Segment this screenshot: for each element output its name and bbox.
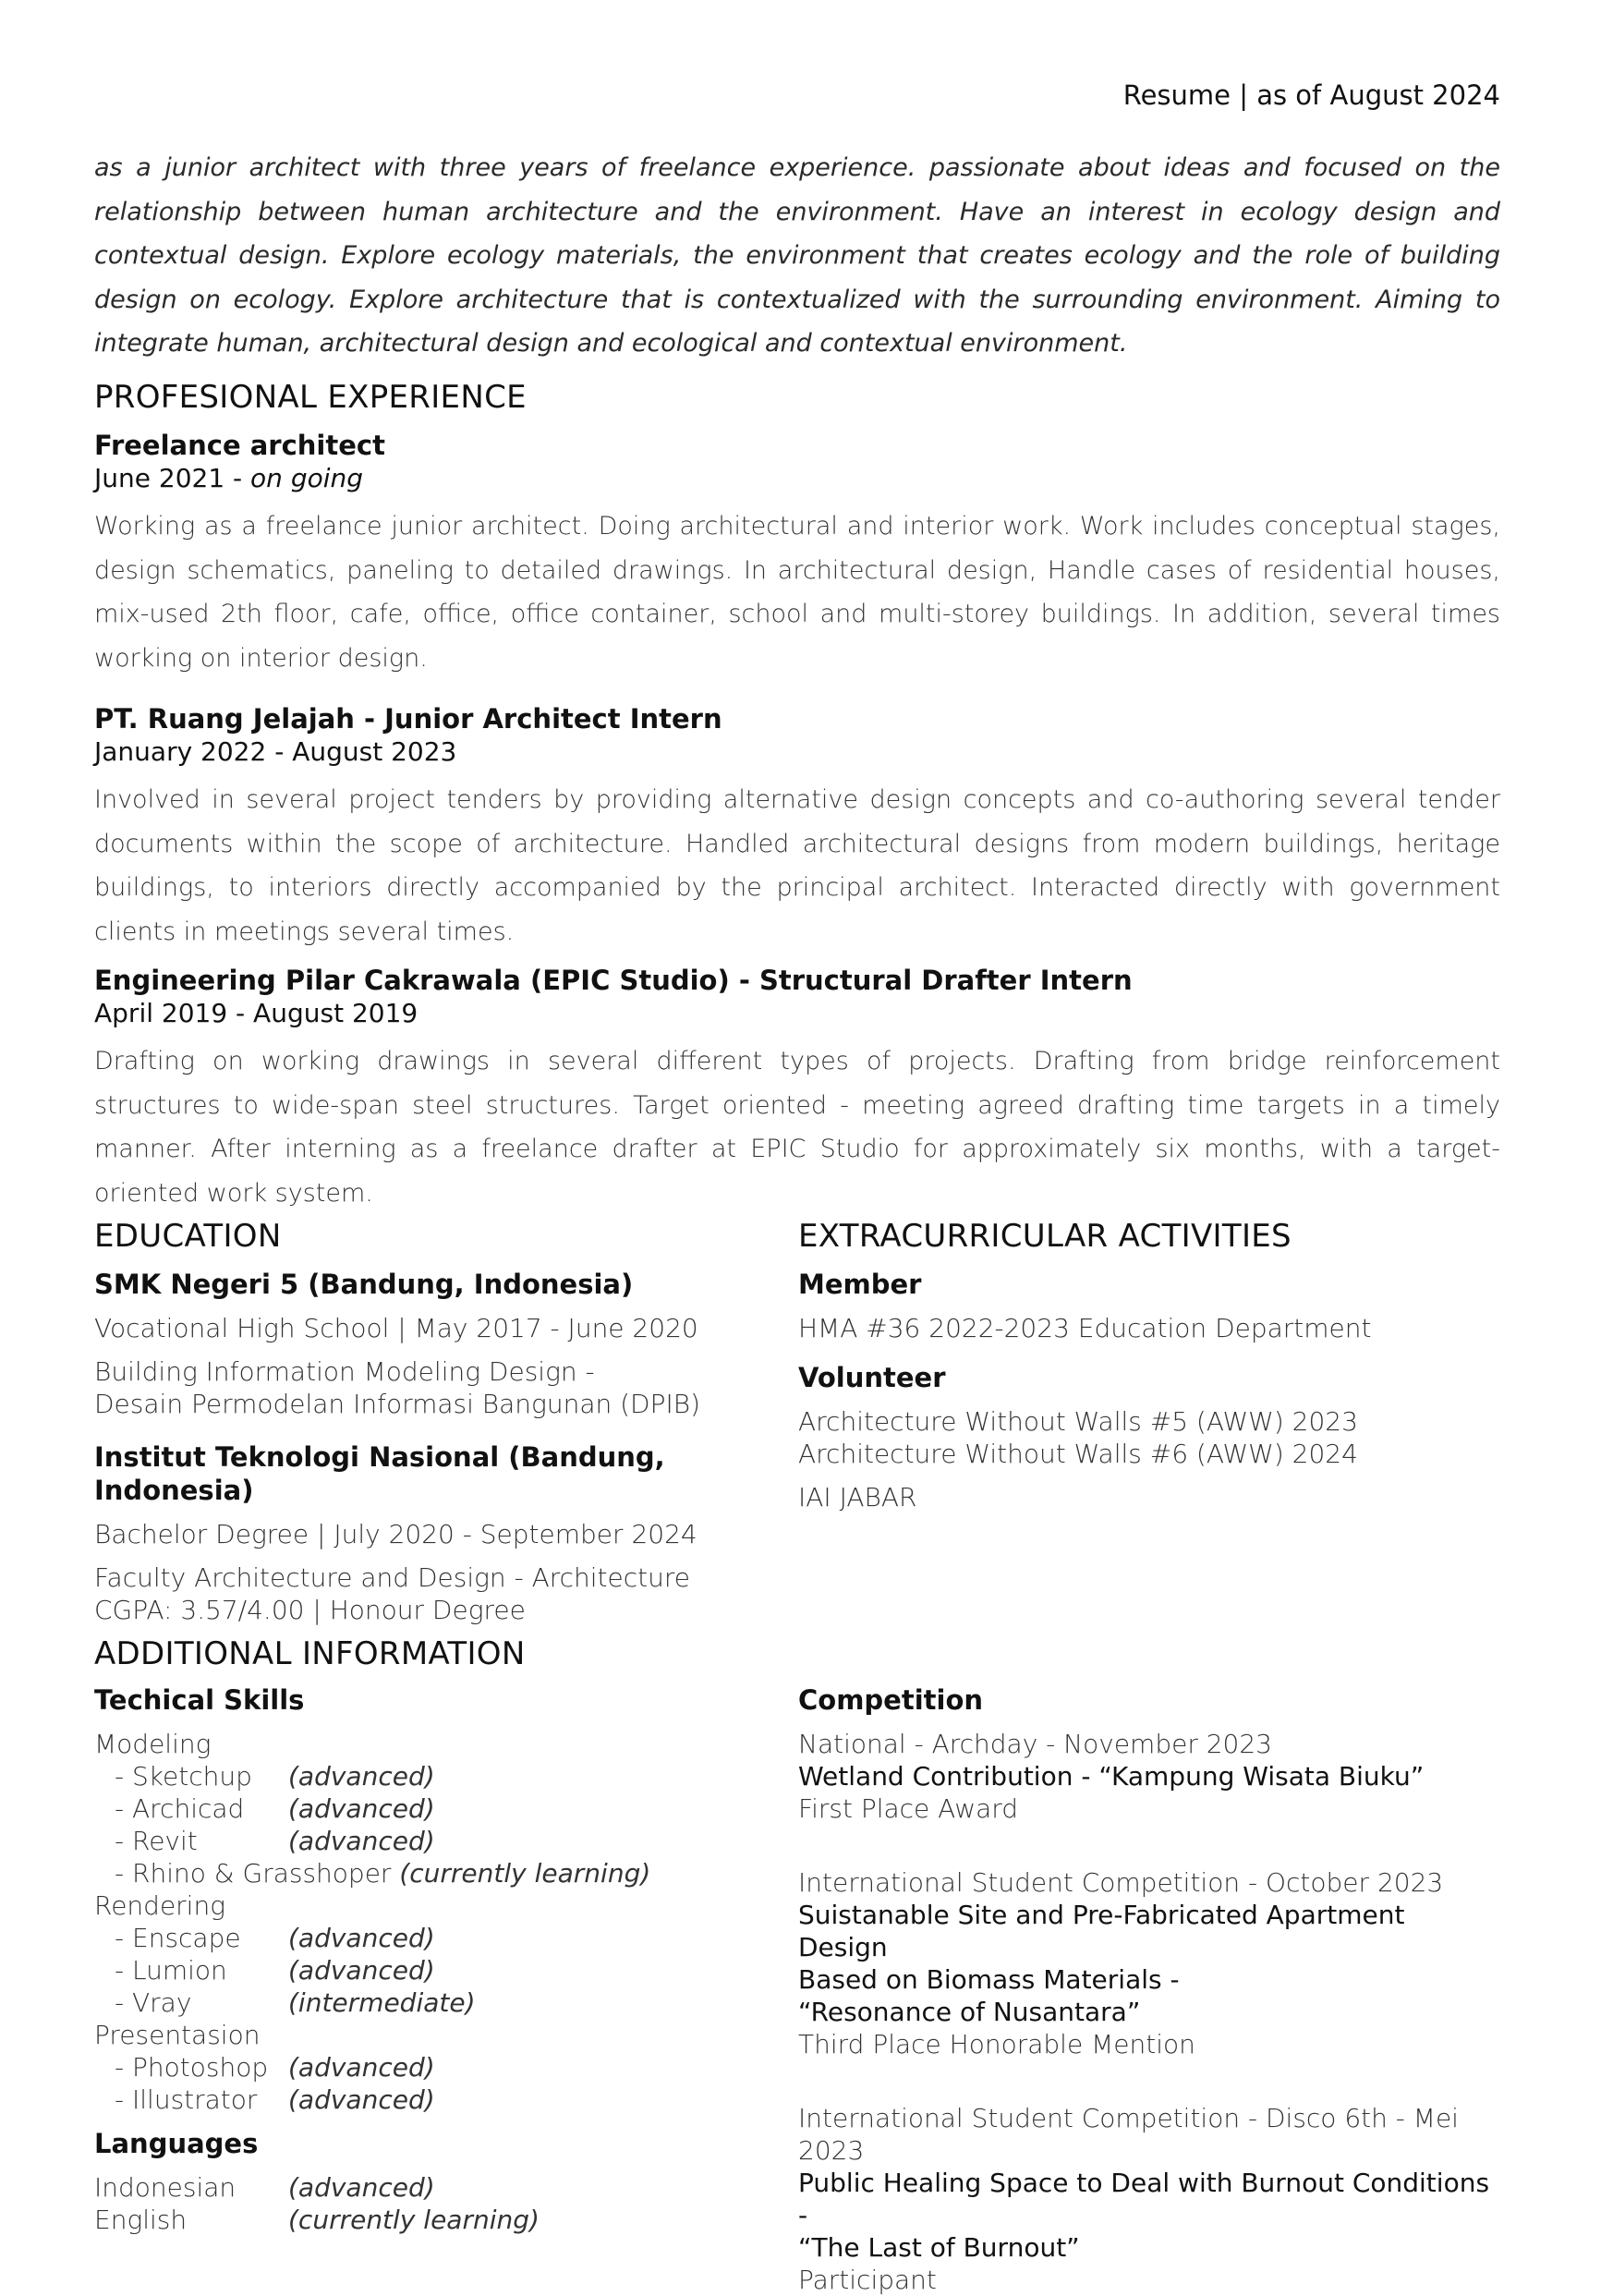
language-name: Indonesian	[94, 2172, 236, 2203]
additional-heading: ADDITIONAL INFORMATION	[94, 1635, 526, 1672]
skill-row	[94, 1922, 778, 1954]
job-dates-ongoing: on going	[250, 463, 364, 493]
skill-name: - Lumion	[115, 1955, 227, 1986]
job-dates	[94, 462, 1500, 495]
competition-result: First Place Award	[798, 1793, 1019, 1824]
extracurricular-list	[798, 1268, 1500, 1513]
competition-meta: National - Archday - November 2023	[798, 1729, 1272, 1759]
experience-heading: PROFESIONAL EXPERIENCE	[94, 379, 527, 416]
skill-level: (advanced)	[288, 1923, 435, 1953]
language-level: (advanced)	[288, 2172, 435, 2203]
technical-skills	[94, 1683, 778, 2236]
job-entry-ruang-jelajah	[94, 702, 1500, 954]
competition-entry	[798, 1728, 1500, 1825]
school-program: Faculty Architecture and Design - Architecture	[94, 1562, 690, 1593]
skill-row	[94, 1825, 778, 1857]
competition-entry	[798, 2102, 1500, 2296]
skill-row	[94, 1760, 778, 1792]
skill-level: (intermediate)	[288, 1987, 476, 2018]
school-detail: Bachelor Degree | July 2020 - September 2024	[94, 1519, 697, 1549]
skill-row	[94, 2051, 778, 2083]
competition-project: Based on Biomass Materials -	[798, 1964, 1180, 1995]
language-name: English	[94, 2205, 188, 2235]
skill-name: - Vray	[115, 1987, 192, 2018]
volunteer-item: Architecture Without Walls #6 (AWW) 2024	[798, 1439, 1358, 1469]
school-entry	[94, 1268, 796, 1420]
school-detail: Vocational High School | May 2017 - June 2020	[94, 1313, 698, 1343]
job-entry-epic-studio	[94, 964, 1500, 1215]
competition-meta: International Student Competition - Disco 6th - Mei 2023	[798, 2103, 1459, 2166]
job-entry-freelance	[94, 429, 1500, 680]
language-level: (currently learning)	[288, 2205, 540, 2235]
competition-list	[798, 1683, 1500, 2296]
competition-title: Competition	[798, 1684, 984, 1716]
job-title: Engineering Pilar Cakrawala (EPIC Studio) - Structural Drafter Intern	[94, 965, 1133, 996]
school-name: SMK Negeri 5 (Bandung, Indonesia)	[94, 1269, 634, 1300]
volunteer-title: Volunteer	[798, 1362, 946, 1393]
skill-row	[94, 1857, 778, 1889]
competition-project: Wetland Contribution - “Kampung Wisata Biuku”	[798, 1761, 1425, 1792]
skill-row	[94, 2083, 778, 2116]
skill-name: - Illustrator	[115, 2084, 258, 2115]
competition-result: Participant	[798, 2265, 937, 2295]
skill-group-label: Modeling	[94, 1729, 212, 1759]
competition-result: Third Place Honorable Mention	[798, 2029, 1195, 2059]
skill-name: - Rhino & Grasshoper	[115, 1858, 400, 1889]
skill-group-label: Rendering	[94, 1890, 226, 1921]
competition-meta: International Student Competition - October 2023	[798, 1867, 1444, 1898]
language-row	[94, 2204, 778, 2236]
skill-name: - Archicad	[115, 1793, 245, 1824]
skill-name: - Enscape	[115, 1923, 241, 1953]
skill-level: (advanced)	[288, 2052, 435, 2083]
volunteer-item: Architecture Without Walls #5 (AWW) 2023	[798, 1406, 1358, 1437]
skill-name: - Photoshop	[115, 2052, 269, 2083]
education-heading: EDUCATION	[94, 1218, 282, 1255]
languages-title: Languages	[94, 2128, 259, 2159]
school-program: Building Information Modeling Design -	[94, 1356, 595, 1387]
competition-entry	[798, 1866, 1500, 2060]
competition-project: Public Healing Space to Deal with Burnout Conditions -	[798, 2168, 1490, 2230]
skill-name: - Sketchup	[115, 1761, 252, 1792]
competition-project: Suistanable Site and Pre-Fabricated Apartment Design	[798, 1900, 1405, 1962]
job-dates: January 2022 - August 2023	[94, 736, 457, 767]
competition-project: “Resonance of Nusantara”	[798, 1997, 1141, 2027]
school-program-local: Desain Permodelan Informasi Bangunan (DPIB)	[94, 1389, 701, 1419]
job-description: Involved in several project tenders by providing alternative design concepts and co-authoring several tender documents within the scope of architecture. Handled architectural designs from modern buildings, heritage buildings, to interiors directly accompanied by the principal architect. Interacted directly with government clients in meetings several times.	[94, 785, 1500, 946]
job-title: PT. Ruang Jelajah - Junior Architect Intern	[94, 703, 722, 735]
skill-level: (advanced)	[288, 1793, 435, 1824]
skills-title: Techical Skills	[94, 1684, 305, 1716]
skill-row	[94, 1792, 778, 1825]
member-item: HMA #36 2022-2023 Education Department	[798, 1313, 1372, 1343]
skill-level: (currently learning)	[399, 1858, 651, 1889]
competition-project: “The Last of Burnout”	[798, 2232, 1080, 2263]
skill-row	[94, 1954, 778, 1986]
school-entry	[94, 1440, 796, 1626]
skill-level: (advanced)	[288, 1955, 435, 1986]
skill-level: (advanced)	[288, 1826, 435, 1856]
association-item: IAI JABAR	[798, 1482, 917, 1512]
job-description: Drafting on working drawings in several different types of projects. Drafting from bridge reinforcement structures to wide-span steel structures. Target oriented - meeting agreed drafting time targets in a timely manner. After interning as a freelance drafter at EPIC Studio for approximately six months, with a target-oriented work system.	[94, 1047, 1500, 1208]
job-description: Working as a freelance junior architect. Doing architectural and interior work. Work includes conceptual stages, design schematics, paneling to detailed drawings. In architectural design, Handle cases of residential houses, mix-used 2th floor, cafe, office, office container, school and multi-storey buildings. In addition, several times working on interior design.	[94, 512, 1500, 673]
job-dates-start: June 2021 -	[94, 463, 251, 493]
member-title: Member	[798, 1269, 922, 1300]
job-title: Freelance architect	[94, 430, 385, 461]
resume-header-label: Resume | as of August 2024	[1122, 79, 1500, 111]
school-gpa: CGPA: 3.57/4.00 | Honour Degree	[94, 1595, 526, 1625]
skill-row	[94, 1986, 778, 2019]
skill-group-label: Presentasion	[94, 2020, 261, 2050]
extracurricular-heading: EXTRACURRICULAR ACTIVITIES	[798, 1218, 1292, 1255]
language-row	[94, 2171, 778, 2204]
job-dates: April 2019 - August 2019	[94, 998, 418, 1028]
profile-summary: as a junior architect with three years of freelance experience. passionate about ideas and focused on the relationship between human architecture and the environment. Have an interest in ecology design and contextual design. Explore ecology materials, the environment that creates ecology and the role of building design on ecology. Explore architecture that is contextualized with the surrounding environment. Aiming to integrate human, architectural design and ecological and contextual environment.	[94, 153, 1500, 358]
skill-name: - Revit	[115, 1826, 198, 1856]
education-list	[94, 1268, 796, 1626]
school-name: Institut Teknologi Nasional (Bandung, Indonesia)	[94, 1441, 665, 1506]
skill-level: (advanced)	[288, 1761, 435, 1792]
skill-level: (advanced)	[288, 2084, 435, 2115]
